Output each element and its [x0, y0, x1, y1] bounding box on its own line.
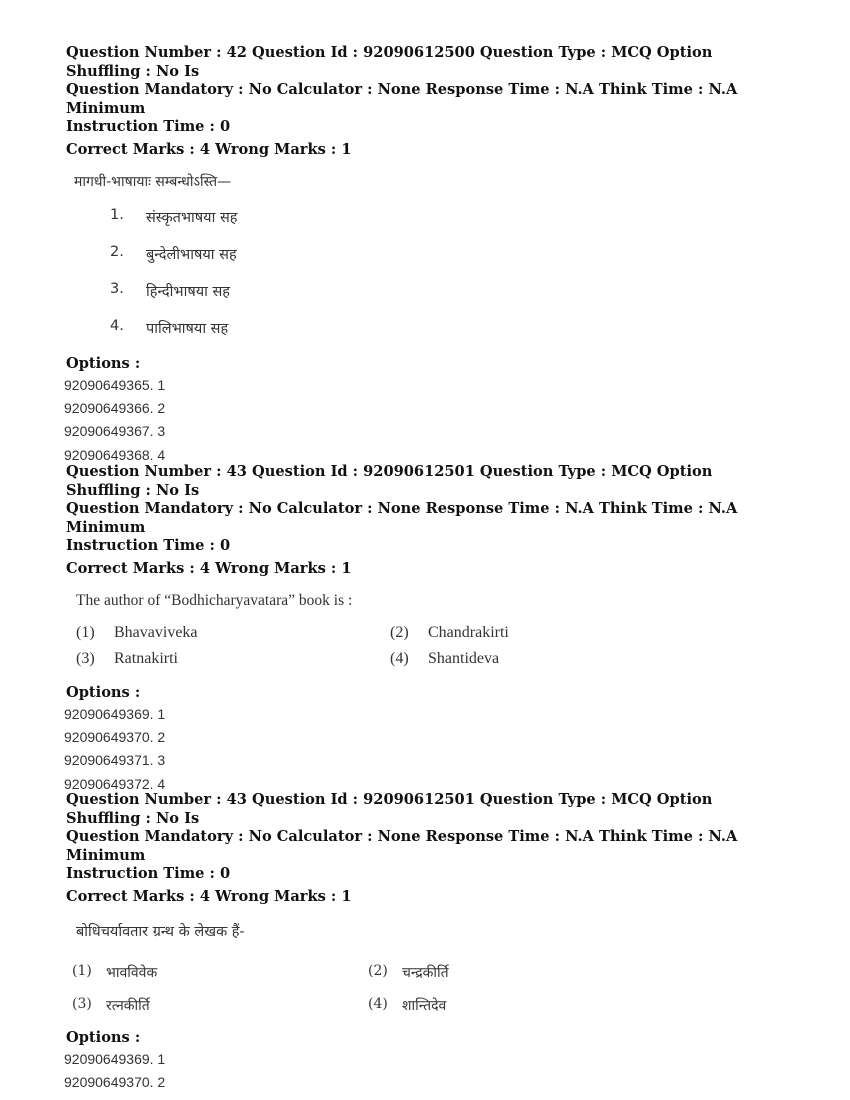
option-id-row: 92090649369. 1 [64, 705, 166, 722]
choice-number: (2) [390, 623, 409, 641]
question-block-43-english [66, 463, 786, 796]
choice-text: शान्तिदेव [402, 997, 447, 1014]
choice-item [72, 963, 368, 982]
meta-line: Question Mandatory : No Calculator : None Response Time : N.A Think Time : N.A Minimum [66, 500, 738, 536]
choice-number: 3. [110, 280, 124, 297]
choice-text: संस्कृतभाषया सह [146, 209, 238, 226]
option-id-row: 92090649369. 1 [64, 1050, 166, 1067]
choice-list [110, 207, 786, 355]
meta-line: Instruction Time : 0 [66, 118, 231, 136]
choice-item [110, 244, 786, 281]
choice-number: 1. [110, 206, 124, 223]
question-meta [66, 791, 786, 907]
choice-item [110, 318, 786, 355]
choice-text: Ratnakirti [114, 649, 178, 667]
option-id-row: 92090649368. 4 [64, 446, 166, 463]
choice-item [76, 650, 390, 668]
options-list [66, 1048, 786, 1095]
option-id-row: 92090649370. 2 [64, 728, 166, 745]
choice-grid [76, 624, 786, 668]
question-stem: The author of “Bodhicharyavatara” book is : [76, 591, 353, 609]
meta-line: Instruction Time : 0 [66, 537, 231, 555]
choice-grid [72, 963, 786, 1015]
choice-item [390, 650, 690, 668]
choice-item [390, 624, 690, 642]
choice-text: रत्नकीर्ति [106, 997, 150, 1014]
choice-number: (1) [72, 962, 92, 979]
choice-item [110, 207, 786, 244]
meta-line: Question Number : 42 Question Id : 92090612500 Question Type : MCQ Option Shuffling : No Is [66, 44, 713, 80]
choice-number: (3) [76, 649, 95, 667]
options-heading: Options : [66, 683, 141, 701]
option-id-row: 92090649371. 3 [64, 752, 166, 769]
marks-line: Correct Marks : 4 Wrong Marks : 1 [66, 559, 352, 577]
choice-number: (3) [72, 995, 92, 1012]
option-id-row: 92090649370. 2 [64, 1073, 166, 1090]
marks-line: Correct Marks : 4 Wrong Marks : 1 [66, 887, 352, 905]
choice-item [368, 963, 668, 982]
choice-item [368, 996, 668, 1015]
choice-text: चन्द्रकीर्ति [402, 964, 449, 981]
choice-number: 2. [110, 243, 124, 260]
choice-number: (1) [76, 623, 95, 641]
options-heading: Options : [66, 354, 141, 372]
choice-text: बुन्देलीभाषया सह [146, 246, 237, 263]
option-id-row: 92090649372. 4 [64, 775, 166, 792]
options-heading: Options : [66, 1028, 141, 1046]
question-block-42 [66, 44, 786, 467]
question-stem: बोधिचर्यावतार ग्रन्थ के लेखक हैं- [76, 923, 245, 940]
choice-number: 4. [110, 317, 124, 334]
choice-text: Chandrakirti [428, 623, 509, 641]
choice-number: (2) [368, 962, 388, 979]
choice-item [110, 281, 786, 318]
question-stem: मागधी-भाषायाः सम्बन्धोऽस्ति— [74, 173, 232, 190]
meta-line: Question Mandatory : No Calculator : None Response Time : N.A Think Time : N.A Minimum [66, 81, 738, 117]
choice-text: Bhavaviveka [114, 623, 198, 641]
choice-text: Shantideva [428, 649, 500, 667]
options-list [66, 374, 786, 468]
meta-line: Question Mandatory : No Calculator : None Response Time : N.A Think Time : N.A Minimum [66, 828, 738, 864]
choice-item [72, 996, 368, 1015]
choice-item [76, 624, 390, 642]
choice-text: भावविवेक [106, 964, 158, 981]
marks-line: Correct Marks : 4 Wrong Marks : 1 [66, 140, 352, 158]
option-id-row: 92090649366. 2 [64, 399, 166, 416]
option-id-row: 92090649365. 1 [64, 376, 166, 393]
meta-line: Instruction Time : 0 [66, 865, 231, 883]
choice-text: पालिभाषया सह [146, 320, 229, 337]
question-meta [66, 463, 786, 579]
meta-line: Question Number : 43 Question Id : 92090612501 Question Type : MCQ Option Shuffling : No Is [66, 791, 713, 827]
meta-line: Question Number : 43 Question Id : 92090612501 Question Type : MCQ Option Shuffling : No Is [66, 463, 713, 499]
choice-number: (4) [368, 995, 388, 1012]
options-list [66, 703, 786, 797]
choice-text: हिन्दीभाषया सह [146, 283, 230, 300]
option-id-row: 92090649367. 3 [64, 423, 166, 440]
choice-number: (4) [390, 649, 409, 667]
question-meta [66, 44, 786, 160]
question-block-43-hindi [66, 791, 786, 1094]
